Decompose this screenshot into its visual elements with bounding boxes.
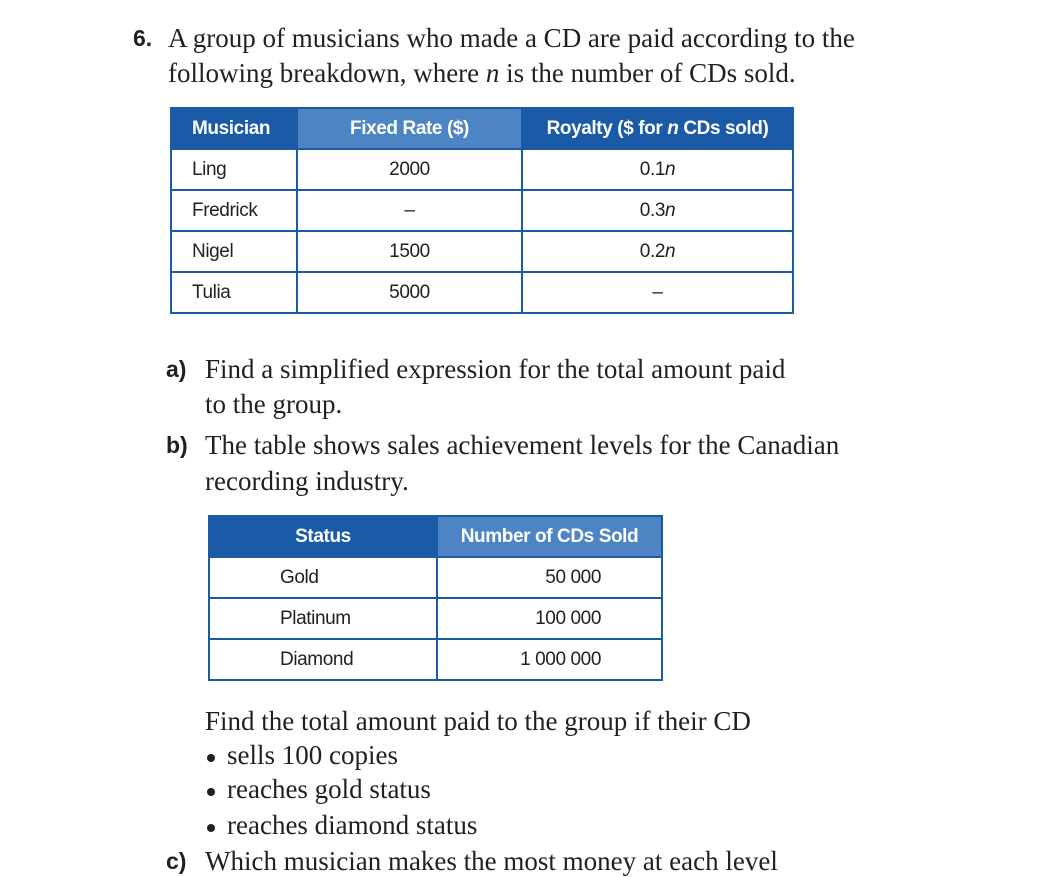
- table-row: [171, 231, 793, 272]
- header-musician: Musician: [171, 108, 297, 149]
- question-number: 6.: [133, 25, 153, 51]
- part-a-label: a): [166, 356, 187, 382]
- part-a-line-1: Find a simplified expression for the total amount paid: [205, 354, 786, 384]
- header-status: Status: [209, 516, 437, 557]
- part-b-label: b): [166, 432, 188, 458]
- intro-text: following breakdown, where: [168, 58, 486, 88]
- table-row: [171, 190, 793, 231]
- royalty-cell: 0.1n: [522, 149, 793, 190]
- bullet-item: sells 100 copies: [207, 739, 398, 771]
- royalty-cell: 0.3n: [522, 190, 793, 231]
- bullet-item: reaches diamond status: [207, 809, 477, 841]
- bullet-icon: [207, 788, 215, 796]
- musician-cell: Tulia: [171, 272, 297, 313]
- intro-variable: n: [485, 58, 500, 88]
- intro-line-1: A group of musicians who made a CD are paid according to the: [168, 23, 855, 53]
- header-cds-sold: Number of CDs Sold: [437, 516, 662, 557]
- sold-cell: 1 000 000: [437, 639, 662, 680]
- table-header-row: [209, 516, 662, 557]
- table-row: [171, 149, 793, 190]
- sales-levels-table: [208, 515, 663, 681]
- table-row: [209, 598, 662, 639]
- part-c-line-1: Which musician makes the most money at each level: [205, 846, 778, 876]
- sold-cell: 50 000: [437, 557, 662, 598]
- bullet-icon: [207, 754, 215, 762]
- fixed-rate-cell: 2000: [297, 149, 522, 190]
- bullet-icon: [207, 824, 215, 832]
- musician-cell: Nigel: [171, 231, 297, 272]
- status-cell: Platinum: [209, 598, 437, 639]
- table-row: [171, 272, 793, 313]
- header-fixed-rate: Fixed Rate ($): [297, 108, 522, 149]
- musician-cell: Fredrick: [171, 190, 297, 231]
- status-cell: Gold: [209, 557, 437, 598]
- part-b-line-2: recording industry.: [205, 466, 409, 496]
- part-a-line-2: to the group.: [205, 389, 343, 419]
- royalty-cell: 0.2n: [522, 231, 793, 272]
- royalty-cell: –: [522, 272, 793, 313]
- intro-line-2: [168, 57, 796, 89]
- status-cell: Diamond: [209, 639, 437, 680]
- fixed-rate-cell: –: [297, 190, 522, 231]
- intro-text-end: is the number of CDs sold.: [499, 58, 796, 88]
- part-c-label: c): [166, 848, 187, 874]
- header-royalty: Royalty ($ for n CDs sold): [522, 108, 793, 149]
- find-text: Find the total amount paid to the group if their CD: [205, 706, 751, 736]
- bullet-item: reaches gold status: [207, 773, 431, 805]
- table-row: [209, 639, 662, 680]
- sold-cell: 100 000: [437, 598, 662, 639]
- fixed-rate-cell: 5000: [297, 272, 522, 313]
- table-row: [209, 557, 662, 598]
- fixed-rate-cell: 1500: [297, 231, 522, 272]
- table-header-row: [171, 108, 793, 149]
- musician-pay-table: [170, 107, 794, 314]
- musician-cell: Ling: [171, 149, 297, 190]
- part-b-line-1: The table shows sales achievement levels for the Canadian: [205, 430, 840, 460]
